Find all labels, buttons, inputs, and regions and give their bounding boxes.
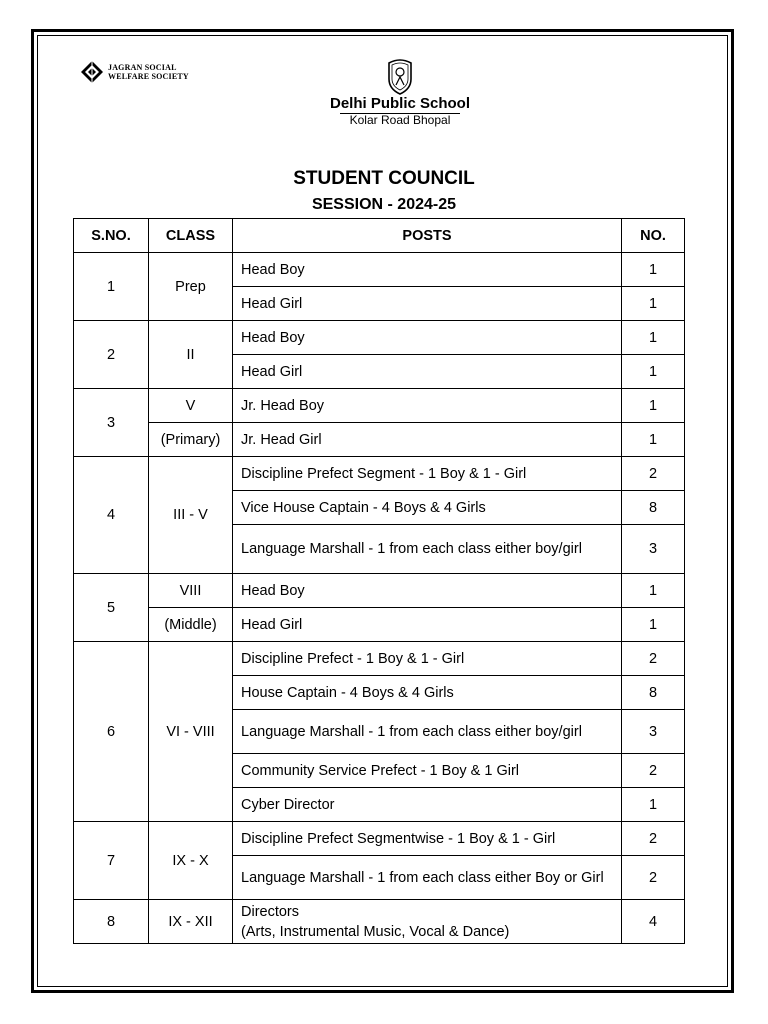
table-row (74, 608, 685, 642)
page-title: STUDENT COUNCIL (293, 168, 475, 189)
count-cell: 8 (622, 491, 685, 525)
post-cell: House Captain - 4 Boys & 4 Girls (233, 676, 622, 710)
school-header (325, 55, 475, 127)
school-name: Delhi Public School (329, 95, 471, 112)
count-cell: 1 (622, 423, 685, 457)
count-cell: 1 (622, 253, 685, 287)
org-name-line2: WELFARE SOCIETY (108, 72, 189, 81)
org-name-line1: JAGRAN SOCIAL (108, 63, 177, 72)
table-row (74, 900, 685, 944)
class-cell: (Middle) (149, 608, 233, 642)
post-cell: Head Girl (233, 608, 622, 642)
class-cell: IX - X (149, 822, 233, 900)
sno-cell: 7 (74, 822, 149, 900)
header-posts: POSTS (233, 219, 622, 253)
post-line-detail: (Arts, Instrumental Music, Vocal & Dance) (241, 923, 510, 940)
count-cell: 2 (622, 457, 685, 491)
count-cell: 1 (622, 389, 685, 423)
table-row (74, 321, 685, 355)
post-cell: Discipline Prefect Segmentwise - 1 Boy & 1 - Girl (233, 822, 622, 856)
jagran-logo (80, 60, 189, 84)
table-row (74, 457, 685, 491)
post-cell (233, 900, 622, 944)
table-row (74, 253, 685, 287)
count-cell: 3 (622, 710, 685, 754)
table-row (74, 574, 685, 608)
sno-cell: 2 (74, 321, 149, 389)
student-council-table (73, 218, 685, 944)
count-cell: 2 (622, 642, 685, 676)
class-cell: IX - XII (149, 900, 233, 944)
post-cell: Discipline Prefect - 1 Boy & 1 - Girl (233, 642, 622, 676)
count-cell: 8 (622, 676, 685, 710)
post-cell: Jr. Head Girl (233, 423, 622, 457)
count-cell: 3 (622, 525, 685, 574)
post-cell: Head Boy (233, 574, 622, 608)
table-header-row (74, 219, 685, 253)
sno-cell: 3 (74, 389, 149, 457)
class-cell: VI - VIII (149, 642, 233, 822)
count-cell: 1 (622, 287, 685, 321)
count-cell: 1 (622, 355, 685, 389)
post-cell: Head Boy (233, 321, 622, 355)
class-cell: Prep (149, 253, 233, 321)
class-cell: V (149, 389, 233, 423)
class-cell: (Primary) (149, 423, 233, 457)
count-cell: 1 (622, 788, 685, 822)
post-cell: Vice House Captain - 4 Boys & 4 Girls (233, 491, 622, 525)
table-row (74, 642, 685, 676)
post-cell: Discipline Prefect Segment - 1 Boy & 1 - Girl (233, 457, 622, 491)
sno-cell: 5 (74, 574, 149, 642)
post-cell: Community Service Prefect - 1 Boy & 1 Girl (233, 754, 622, 788)
count-cell: 4 (622, 900, 685, 944)
table-row (74, 389, 685, 423)
post-cell: Head Girl (233, 355, 622, 389)
count-cell: 1 (622, 321, 685, 355)
diamond-logo-icon (80, 60, 104, 84)
post-cell: Head Girl (233, 287, 622, 321)
sno-cell: 8 (74, 900, 149, 944)
post-cell: Language Marshall - 1 from each class either boy/girl (233, 710, 622, 754)
school-emblem-icon (385, 55, 415, 95)
sno-cell: 4 (74, 457, 149, 574)
count-cell: 1 (622, 608, 685, 642)
post-cell: Cyber Director (233, 788, 622, 822)
post-cell: Head Boy (233, 253, 622, 287)
class-cell: II (149, 321, 233, 389)
class-cell: VIII (149, 574, 233, 608)
school-location: Kolar Road Bhopal (349, 113, 451, 127)
post-cell: Jr. Head Boy (233, 389, 622, 423)
table-row (74, 822, 685, 856)
sno-cell: 6 (74, 642, 149, 822)
sno-cell: 1 (74, 253, 149, 321)
class-cell: III - V (149, 457, 233, 574)
header-no: NO. (622, 219, 685, 253)
session-subtitle: SESSION - 2024-25 (311, 196, 457, 213)
count-cell: 2 (622, 754, 685, 788)
count-cell: 2 (622, 856, 685, 900)
post-cell: Language Marshall - 1 from each class either Boy or Girl (233, 856, 622, 900)
post-cell: Language Marshall - 1 from each class either boy/girl (233, 525, 622, 574)
table-row (74, 423, 685, 457)
count-cell: 2 (622, 822, 685, 856)
count-cell: 1 (622, 574, 685, 608)
header-class: CLASS (149, 219, 233, 253)
header-sno: S.NO. (74, 219, 149, 253)
post-line: Directors (241, 903, 300, 920)
